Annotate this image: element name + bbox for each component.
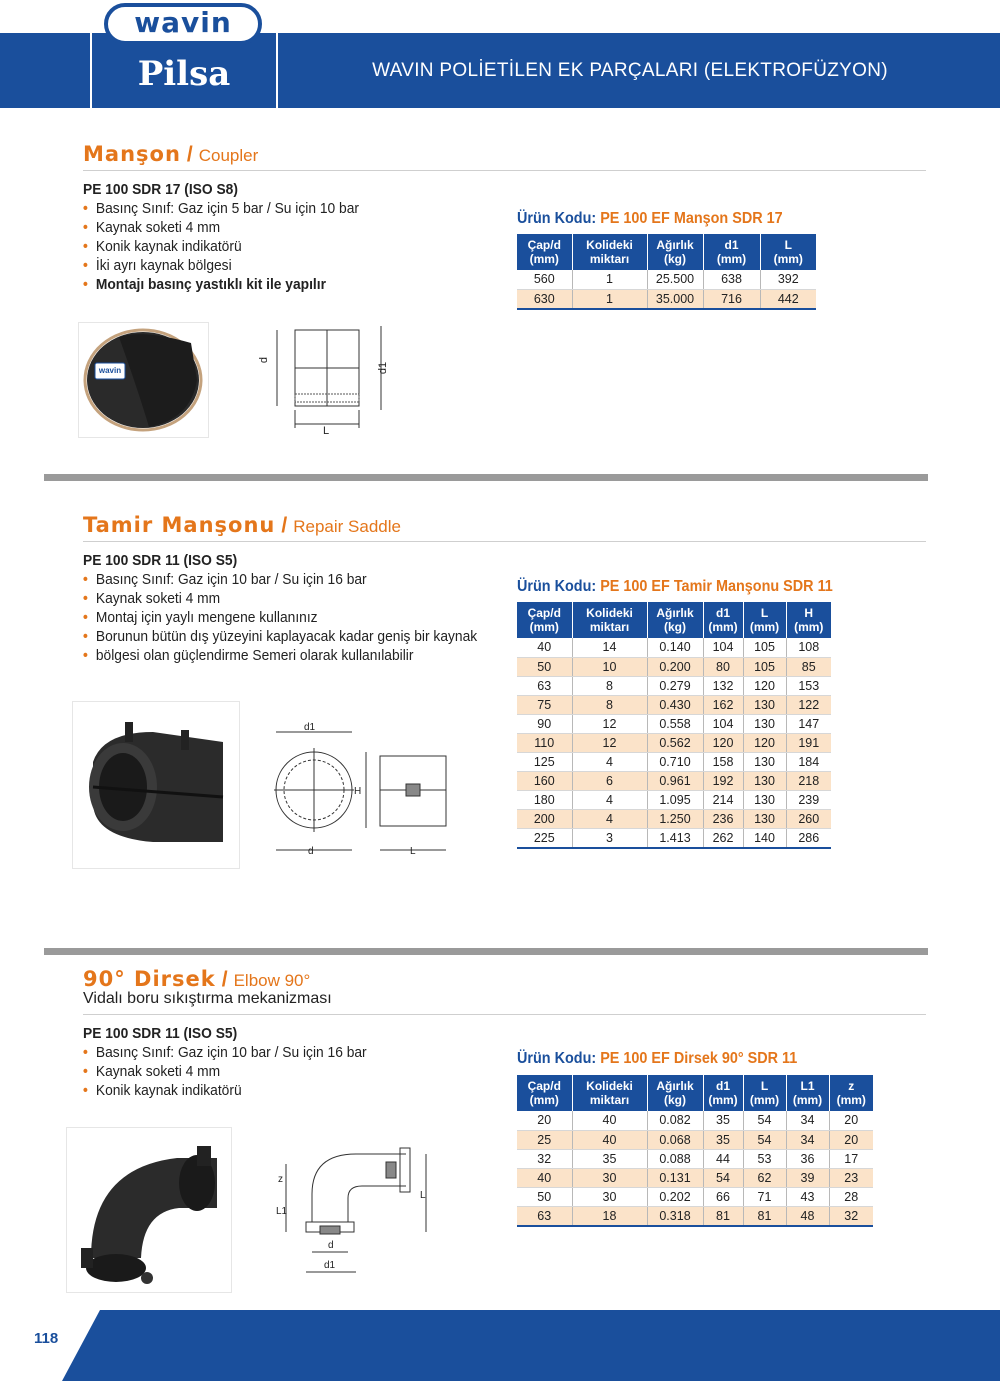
pilsa-logo: Pilsa [137, 54, 231, 94]
section-title-en: Elbow 90° [233, 971, 311, 990]
repair-saddle-photo [72, 701, 240, 869]
table-row: 225 3 1.413 262 140 286 [517, 828, 831, 848]
page-number: 118 [34, 1330, 59, 1347]
table-row: 40 14 0.140 104 105 108 [517, 638, 831, 657]
table-row: 180 4 1.095 214 130 239 [517, 790, 831, 809]
feature-item: • Borunun bütün dış yüzeyini kaplayacak kadar geniş bir kaynak [83, 627, 477, 646]
product-code-label: Ürün Kodu: [517, 578, 597, 595]
coupler-photo [78, 322, 209, 438]
table-row: 560 1 25.500 638 392 [517, 270, 816, 289]
spec-heading: PE 100 SDR 11 (ISO S5) [83, 552, 238, 569]
feature-item-continued: • bölgesi olan güçlendirme Semeri olarak kullanılabilir [83, 646, 477, 665]
product-code-value: PE 100 EF Tamir Manşonu SDR 11 [600, 578, 833, 595]
photo-logo-label: wavin [98, 366, 122, 375]
table-row: 200 4 1.250 236 130 260 [517, 809, 831, 828]
dim-label-d: d [258, 356, 271, 364]
product-table-coupler [517, 234, 816, 310]
repair-saddle-technical-drawing [268, 718, 454, 862]
feature-item: • İki ayrı kaynak bölgesi [83, 256, 359, 275]
table-row: 50 30 0.202 66 71 43 28 [517, 1187, 873, 1206]
column-header: z (mm) [829, 1075, 873, 1111]
dim-label-d: d [308, 846, 314, 857]
footer-band [0, 1310, 1000, 1381]
column-header: Kolideki miktarı [572, 602, 647, 638]
column-header: Ağırlık (kg) [647, 234, 703, 270]
dim-label-d1: d1 [324, 1260, 336, 1271]
feature-item: • Konik kaynak indikatörü [83, 1081, 367, 1100]
section-title-elbow: 90° Dirsek / Elbow 90° [83, 967, 311, 991]
column-header: Ağırlık (kg) [647, 602, 703, 638]
dim-label-L: L [323, 425, 330, 437]
feature-item: • Basınç Sınıf: Gaz için 5 bar / Su için 10 bar [83, 199, 359, 218]
product-code-label: Ürün Kodu: [517, 210, 597, 227]
column-header: Çap/d (mm) [517, 1075, 572, 1111]
table-row: 110 12 0.562 120 120 191 [517, 733, 831, 752]
dim-label-d1: d1 [377, 361, 390, 375]
table-row: 32 35 0.088 44 53 36 17 [517, 1149, 873, 1168]
column-header: d1 (mm) [703, 234, 760, 270]
feature-item: • Montajı basınç yastıklı kit ile yapılır [83, 275, 359, 294]
product-code-label: Ürün Kodu: [517, 1050, 597, 1067]
column-header: Çap/d (mm) [517, 602, 572, 638]
feature-item: • Basınç Sınıf: Gaz için 10 bar / Su için 16 bar [83, 1043, 367, 1062]
table-row: 40 30 0.131 54 62 39 23 [517, 1168, 873, 1187]
dim-label-L: L [420, 1190, 426, 1201]
dim-label-H: H [354, 786, 362, 797]
table-row: 25 40 0.068 35 54 34 20 [517, 1130, 873, 1149]
spec-block-repair-saddle [83, 552, 511, 665]
dim-label-d1: d1 [304, 722, 316, 733]
table-row: 630 1 35.000 716 442 [517, 289, 816, 309]
product-table-repair-saddle [517, 602, 831, 849]
dim-label-L1: L1 [276, 1206, 288, 1217]
feature-item: • Montaj için yaylı mengene kullanınız [83, 608, 477, 627]
table-row: 90 12 0.558 104 130 147 [517, 714, 831, 733]
column-header: L (mm) [760, 234, 816, 270]
feature-item: • Konik kaynak indikatörü [83, 237, 359, 256]
product-code-elbow [517, 1050, 797, 1068]
coupler-technical-drawing [258, 324, 397, 440]
section-title-repair-saddle: Tamir Manşonu / Repair Saddle [83, 513, 401, 537]
column-header: Kolideki miktarı [572, 234, 647, 270]
brand-logo [90, 0, 278, 108]
feature-item: • Kaynak soketi 4 mm [83, 218, 359, 237]
spec-heading: PE 100 SDR 11 (ISO S5) [83, 1025, 238, 1042]
wavin-logo: wavin [104, 3, 262, 45]
feature-item: • Kaynak soketi 4 mm [83, 589, 477, 608]
product-table-elbow [517, 1075, 873, 1227]
dim-label-z: z [278, 1174, 283, 1185]
section-title-tr: Tamir Manşonu [83, 513, 276, 537]
column-header: Çap/d (mm) [517, 234, 572, 270]
section-divider [44, 948, 928, 955]
dim-label-d: d [328, 1240, 334, 1251]
column-header: H (mm) [786, 602, 831, 638]
column-header: L1 (mm) [786, 1075, 829, 1111]
section-title-en: Coupler [198, 146, 259, 165]
feature-item: • Basınç Sınıf: Gaz için 10 bar / Su için 16 bar [83, 570, 477, 589]
section-subtitle: Vidalı boru sıkıştırma mekanizması [83, 990, 332, 1007]
table-row: 63 18 0.318 81 81 48 32 [517, 1206, 873, 1226]
column-header: L (mm) [743, 1075, 786, 1111]
dim-label-L: L [410, 846, 416, 857]
table-row: 20 40 0.082 35 54 34 20 [517, 1111, 873, 1130]
page-header-title: WAVIN POLİETİLEN EK PARÇALARI (ELEKTROFÜZYON) [372, 60, 888, 81]
spec-heading: PE 100 SDR 17 (ISO S8) [83, 181, 238, 198]
feature-item: • Kaynak soketi 4 mm [83, 1062, 367, 1081]
elbow-photo [66, 1127, 232, 1293]
section-rule [83, 1014, 926, 1015]
product-code-value: PE 100 EF Manşon SDR 17 [600, 210, 783, 227]
column-header: d1 (mm) [703, 602, 743, 638]
column-header: d1 (mm) [703, 1075, 743, 1111]
section-title-tr: Manşon [83, 142, 181, 166]
column-header: Ağırlık (kg) [647, 1075, 703, 1111]
section-title-tr: 90° Dirsek [83, 967, 216, 991]
table-row: 50 10 0.200 80 105 85 [517, 657, 831, 676]
product-code-repair-saddle [517, 578, 833, 596]
product-code-value: PE 100 EF Dirsek 90° SDR 11 [600, 1050, 798, 1067]
product-code-coupler [517, 210, 783, 228]
spec-block-coupler [83, 181, 383, 294]
section-rule [83, 170, 926, 171]
column-header: L (mm) [743, 602, 786, 638]
elbow-technical-drawing [276, 1134, 440, 1282]
table-row: 75 8 0.430 162 130 122 [517, 695, 831, 714]
section-title-en: Repair Saddle [293, 517, 401, 536]
section-title-coupler: Manşon / Coupler [83, 142, 259, 166]
table-row: 125 4 0.710 158 130 184 [517, 752, 831, 771]
section-rule [83, 541, 926, 542]
table-row: 63 8 0.279 132 120 153 [517, 676, 831, 695]
column-header: Kolideki miktarı [572, 1075, 647, 1111]
table-row: 160 6 0.961 192 130 218 [517, 771, 831, 790]
section-divider [44, 474, 928, 481]
spec-block-elbow [83, 1025, 391, 1100]
